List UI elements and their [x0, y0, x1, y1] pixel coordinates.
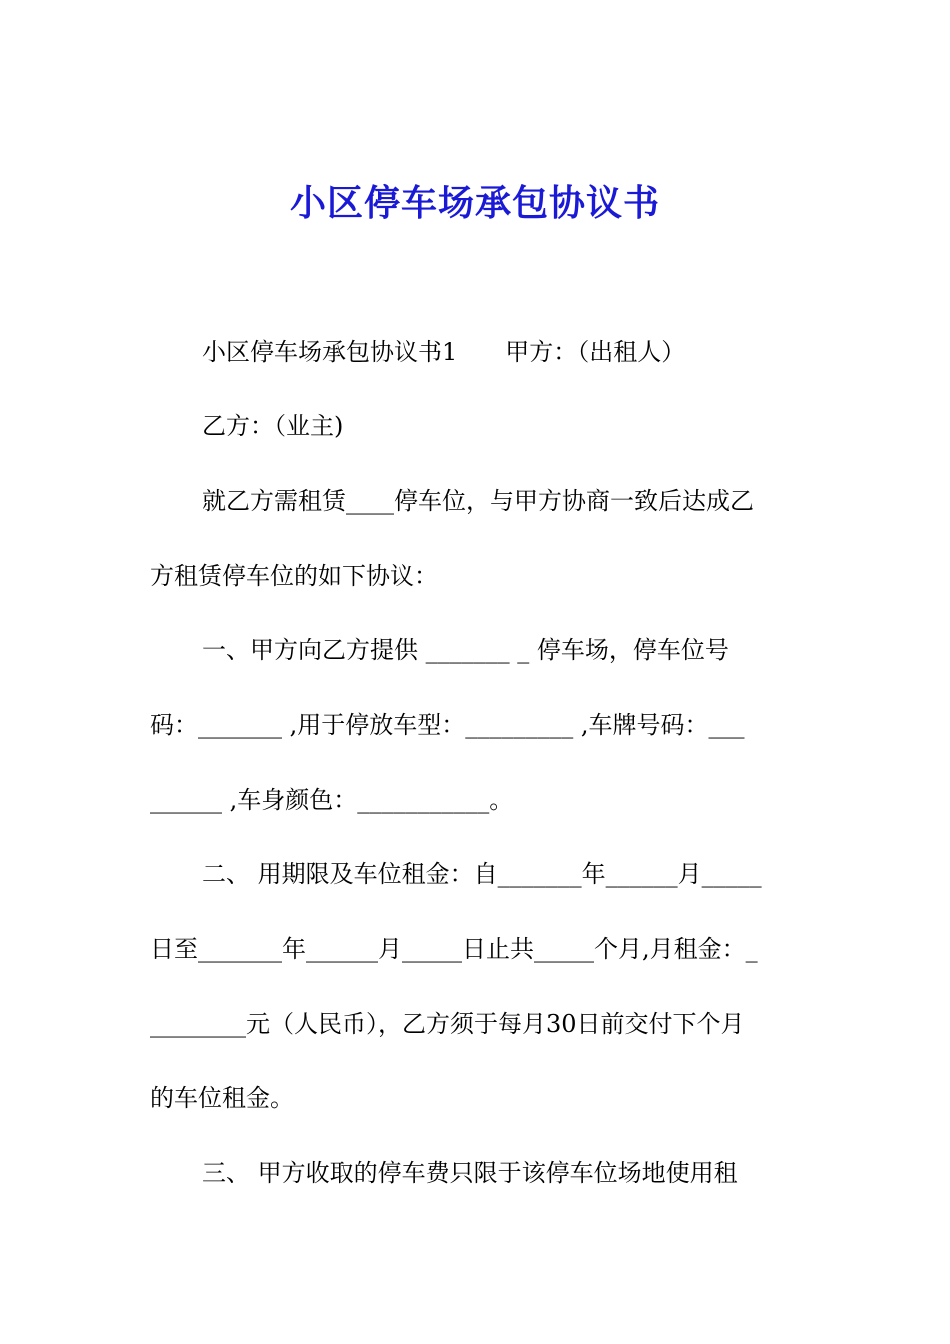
paragraph-line: ________元（人民币），乙方须于每月30日前交付下个月: [150, 1010, 745, 1038]
document-title: 小区停车场承包协议书: [289, 182, 660, 224]
paragraph-line: 小区停车场承包协议书1 甲方：（出租人）: [202, 338, 686, 366]
paragraph-line: 码：_______ ,用于停放车型：_________ ,车牌号码：___: [150, 711, 745, 739]
paragraph-line: 二、 用期限及车位租金：自_______年______月_____: [202, 860, 762, 888]
paragraph-line: 日至_______年______月_____日止共_____个月,月租金：_: [150, 935, 758, 963]
paragraph-line: 的车位租金。: [150, 1084, 294, 1112]
paragraph-line: 一、甲方向乙方提供 _______ _ 停车场，停车位号: [202, 636, 729, 664]
paragraph-line: 乙方：（业主): [202, 412, 344, 440]
paragraph-line: ______ ,车身颜色：___________。: [150, 786, 514, 814]
paragraph-line: 就乙方需租赁____停车位，与甲方协商一致后达成乙: [202, 487, 754, 515]
paragraph-line: 三、 甲方收取的停车费只限于该停车位场地使用租: [202, 1159, 738, 1187]
paragraph-line: 方租赁停车位的如下协议：: [150, 562, 438, 590]
